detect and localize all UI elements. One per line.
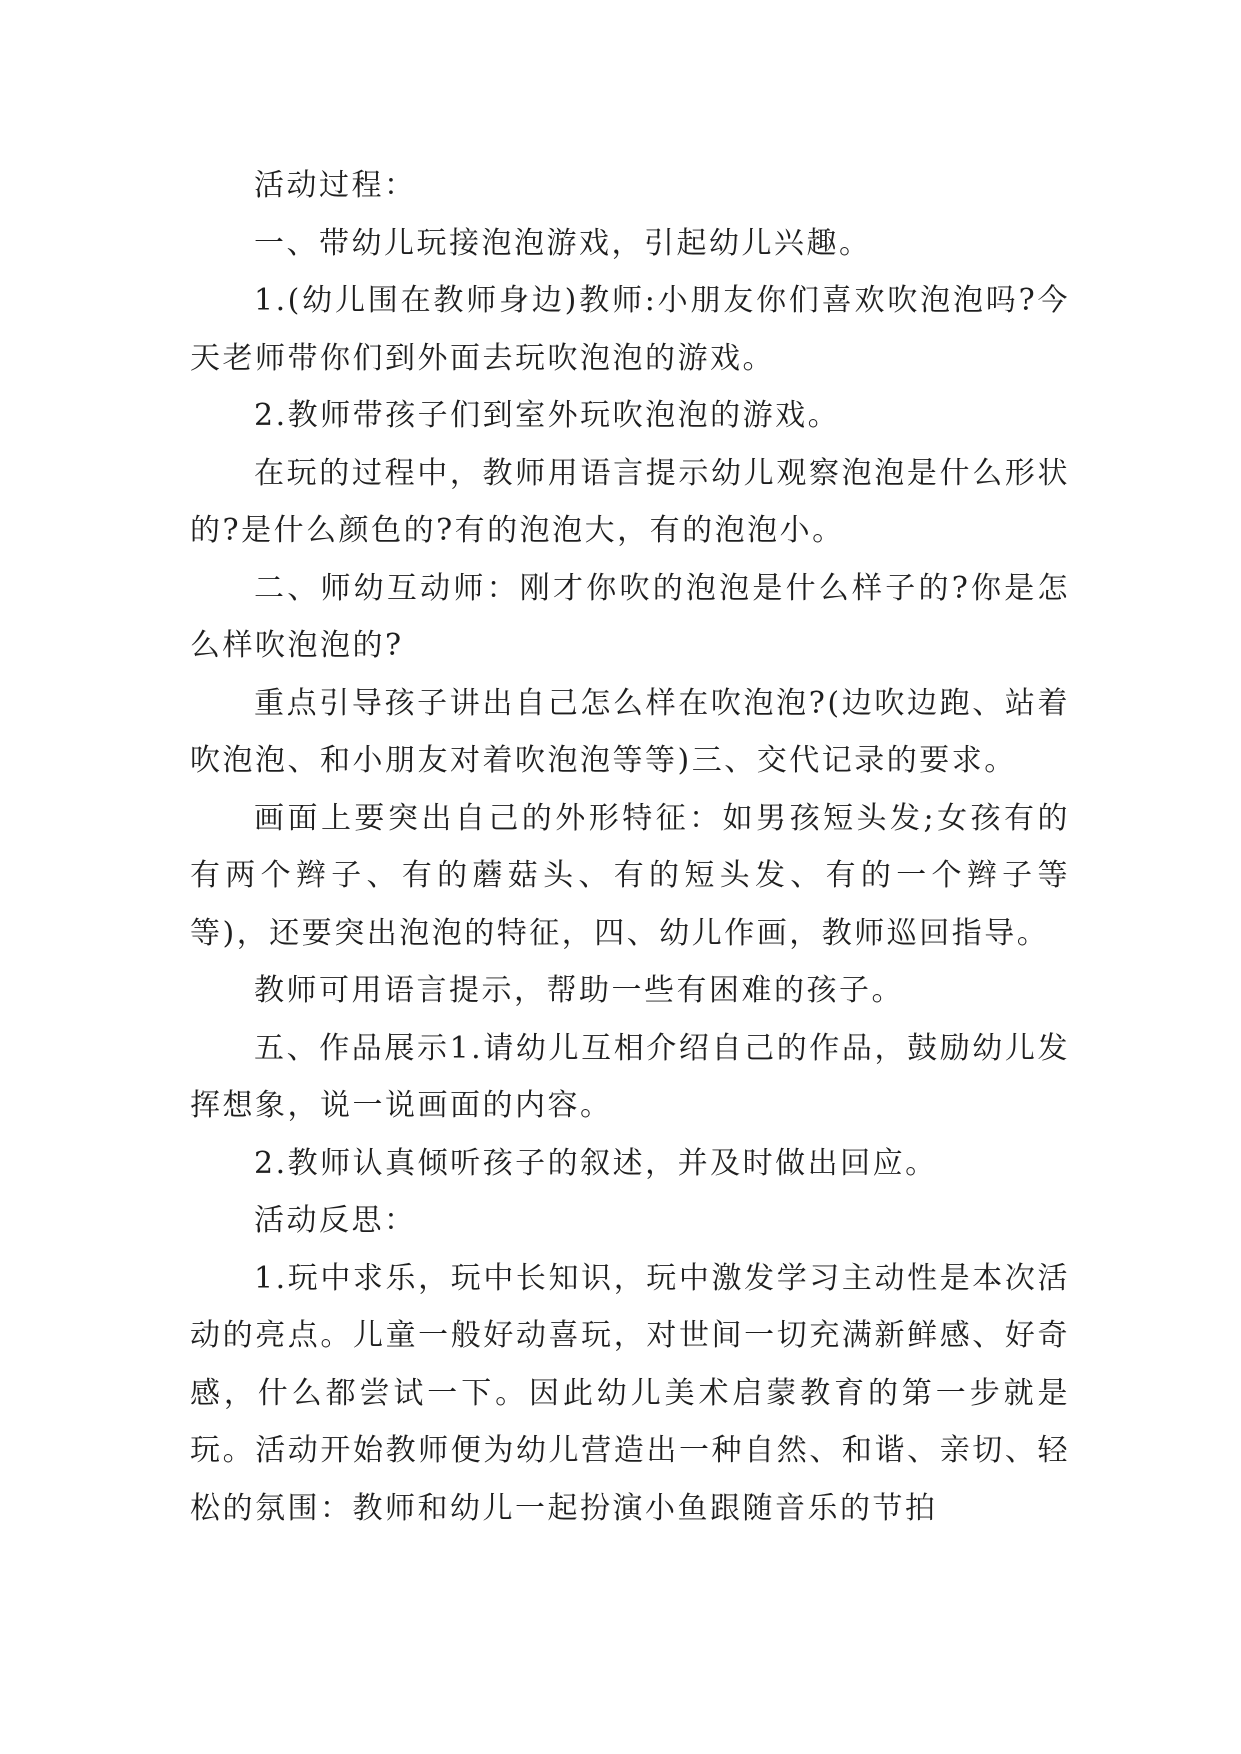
paragraph-drawing-requirements: 画面上要突出自己的外形特征：如男孩短头发;女孩有的有两个辫子、有的蘑菇头、有的短头发、有的一个辫子等等)，还要突出泡泡的特征，四、幼儿作画，教师巡回指导。 xyxy=(190,800,1070,951)
document-body xyxy=(190,157,1070,1537)
paragraph-step-five: 五、作品展示1.请幼儿互相介绍自己的作品，鼓励幼儿发挥想象，说一说画面的内容。 xyxy=(190,1030,1070,1123)
paragraph-guidance: 重点引导孩子讲出自己怎么样在吹泡泡?(边吹边跑、站着吹泡泡、和小朋友对着吹泡泡等等)三、交代记录的要求。 xyxy=(190,685,1070,778)
paragraph-step-five-item-2: 2.教师认真倾听孩子的叙述，并及时做出回应。 xyxy=(254,1145,938,1181)
paragraph-step-one-item-2: 2.教师带孩子们到室外玩吹泡泡的游戏。 xyxy=(254,398,841,433)
section-heading-reflection: 活动反思： xyxy=(254,1203,417,1238)
paragraph-step-one-item-1: 1.(幼儿围在教师身边)教师:小朋友你们喜欢吹泡泡吗?今天老师带你们到外面去玩吹泡泡的游戏。 xyxy=(190,283,1070,376)
paragraph-teacher-hints: 教师可用语言提示，帮助一些有困难的孩子。 xyxy=(254,973,904,1008)
paragraph-step-two: 二、师幼互动师：刚才你吹的泡泡是什么样子的?你是怎么样吹泡泡的? xyxy=(190,570,1070,663)
paragraph-reflection-1: 1.玩中求乐，玩中长知识，玩中激发学习主动性是本次活动的亮点。儿童一般好动喜玩，对世间一切充满新鲜感、好奇感，什么都尝试一下。因此幼儿美术启蒙教育的第一步就是玩。活动开始教师便为幼儿营造出一种自然、和谐、亲切、轻松的氛围：教师和幼儿一起扮演小鱼跟随音乐的节拍 xyxy=(190,1260,1070,1526)
paragraph-step-one: 一、带幼儿玩接泡泡游戏，引起幼儿兴趣。 xyxy=(254,225,872,261)
section-heading-process: 活动过程： xyxy=(254,168,417,203)
paragraph-observation: 在玩的过程中，教师用语言提示幼儿观察泡泡是什么形状的?是什么颜色的?有的泡泡大，有的泡泡小。 xyxy=(190,455,1070,548)
